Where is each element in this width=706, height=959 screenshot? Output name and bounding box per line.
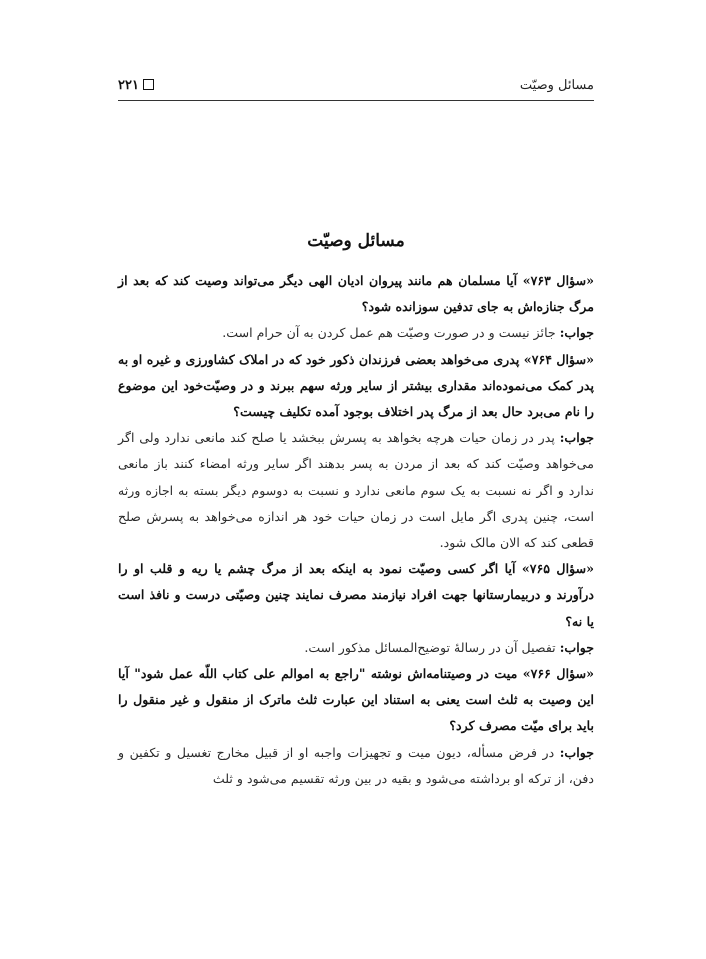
answer-label: جواب: bbox=[559, 325, 594, 341]
answer-764 bbox=[118, 425, 594, 556]
answer-765 bbox=[118, 635, 594, 661]
section-title: مسائل وصیّت bbox=[307, 231, 405, 251]
question-764: «سؤال ۷۶۴» پدری می‌خواهد بعضی فرزندان ذکور خود که در املاک کشاورزی و غیره او به پدر کمک می‌نموده‌اند مقداری بیشتر از سایر ورثه سهم ببرند و در وصیّت‌خود این موضوع را نام می‌برد حال بعد از مرگ پدر اختلاف بوجود آمده تکلیف چیست؟ bbox=[118, 351, 594, 420]
answer-label: جواب: bbox=[559, 744, 594, 760]
answer-label: جواب: bbox=[559, 639, 594, 655]
page-number: ۲۲۱ bbox=[118, 78, 139, 93]
page-number-block bbox=[118, 78, 154, 93]
answer-label: جواب: bbox=[559, 430, 594, 446]
question-763: «سؤال ۷۶۳» آیا مسلمان هم مانند پیروان ادیان الهی دیگر می‌تواند وصیت کند که بعد از مرگ جنازه‌اش به جای تدفین سوزانده شود؟ bbox=[118, 273, 594, 315]
answer-766 bbox=[118, 740, 594, 792]
answer-text: پدر در زمان حیات هرچه بخواهد به پسرش ببخشد یا صلح کند مانعی ندارد ولی اگر می‌خواهد وصیّت کند که بعد از مردن به پسر بدهند اگر سایر ورثه امضاء کنند باز مانعی ندارد و اگر نه نسبت به یک سوم مانعی ندارد و نسبت به دوسوم دیگر بسته به اجازه ورثه است، چنین پدری اگر مایل است در زمان حیات خود هر اندازه می‌خواهد به پسرش صلح قطعی کند که الان مالک شود. bbox=[118, 430, 594, 551]
answer-text: تفصیل آن در رسالهٔ توضیح‌المسائل مذکور است. bbox=[304, 639, 560, 655]
answer-text: جائز نیست و در صورت وصیّت هم عمل کردن به آن حرام است. bbox=[222, 325, 560, 341]
body-text bbox=[118, 268, 594, 792]
question-765: «سؤال ۷۶۵» آیا اگر کسی وصیّت نمود به اینکه بعد از مرگ چشم یا ریه و قلب او را درآورند و دربیمارستانها جهت افراد نیازمند مصرف نمایند چنین وصیّتی درست و نافذ است یا نه؟ bbox=[118, 561, 594, 629]
header-rule bbox=[118, 100, 594, 101]
answer-text: در فرض مسأله، دیون میت و تجهیزات واجبه او از قبیل مخارج تغسیل و تکفین و دفن، از ترکه او برداشته می‌شود و بقیه در بین ورثه تقسیم می‌شود و ثلث bbox=[118, 744, 594, 786]
question-766: «سؤال ۷۶۶» میت در وصیتنامه‌اش نوشته "راجع به اموالم علی کتاب اللّه عمل شود" آیا این وصیت به ثلث است یعنی به استناد این عبارت ثلث ماترک از منقول و غیر منقول را باید برای میّت مصرف کرد؟ bbox=[118, 666, 594, 734]
square-icon bbox=[143, 79, 154, 90]
answer-763 bbox=[118, 320, 594, 346]
page-header bbox=[118, 78, 594, 100]
running-title: مسائل وصیّت bbox=[519, 78, 594, 93]
